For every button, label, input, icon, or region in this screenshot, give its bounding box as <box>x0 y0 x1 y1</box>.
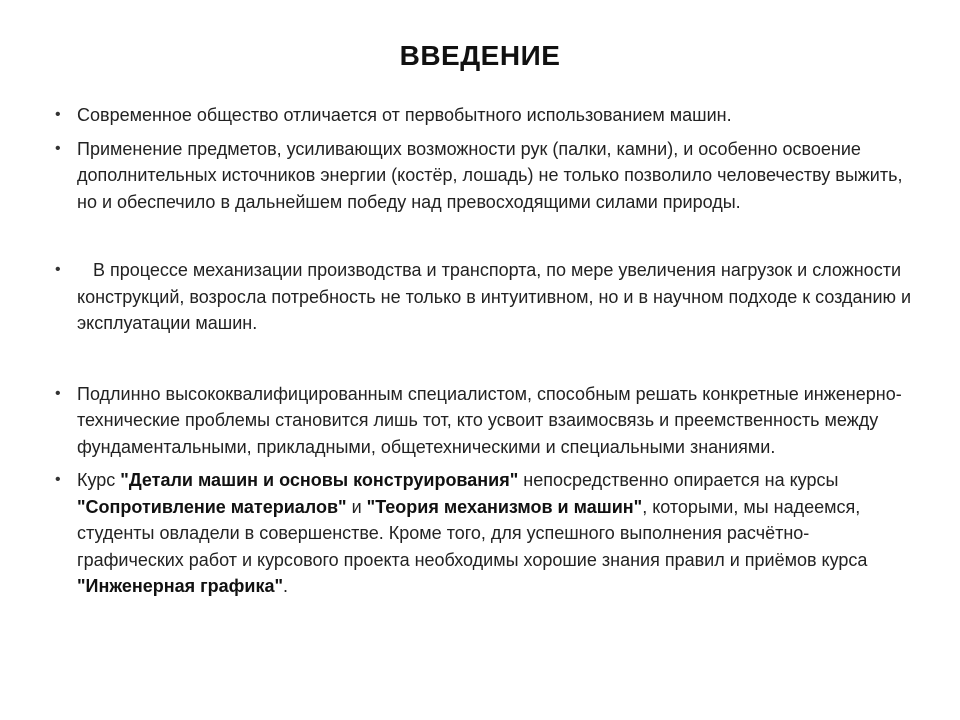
bullet-dot-icon: • <box>55 106 61 123</box>
bullet-item <box>55 381 915 461</box>
course-name-bold: "Теория механизмов и машин" <box>366 496 643 517</box>
bullet-dot-icon: • <box>55 139 61 157</box>
bullet-text-part: Курс <box>77 470 121 490</box>
slide-title: ВВЕДЕНИЕ <box>399 40 561 71</box>
course-name-bold: "Сопротивление материалов" <box>77 496 347 517</box>
course-name-bold: "Детали машин и основы конструирования" <box>120 470 519 490</box>
bullet-text-part: . <box>283 576 289 596</box>
bullet-text: В процессе механизации производства и транспорта, по мере увеличения нагрузок и сложности конструкций, возросла потребность не только в интуитивном, но и в научном подходе к созданию и эксплуатации машин. <box>77 260 912 333</box>
bullet-text: Применение предметов, усиливающих возможности рук (палки, камни), и особенно освоение дополнительных источников энергии (костёр, лошадь) не только позволило человечеству выжить, но и обеспечило в дальнейшем победу над превосходящими силами природы. <box>77 138 903 212</box>
bullet-list <box>55 102 915 600</box>
bullet-dot-icon: • <box>55 471 61 488</box>
bullet-item <box>55 102 915 129</box>
bullet-item <box>55 136 915 216</box>
bullet-text-part: и <box>346 496 367 517</box>
bullet-text: Современное общество отличается от первобытного использованием машин. <box>77 105 732 125</box>
bullet-text <box>77 470 867 596</box>
bullet-text-part: непосредственно опирается на курсы <box>518 470 839 490</box>
bullet-dot-icon: • <box>55 384 61 402</box>
bullet-item <box>55 257 915 337</box>
bullet-dot-icon: • <box>55 261 61 278</box>
course-name-bold: "Инженерная графика" <box>77 576 284 596</box>
bullet-text: Подлинно высококвалифицированным специалистом, способным решать конкретные инженерно-технические проблемы становится лишь тот, кто усвоит взаимосвязь и преемственность между фундаментальными, прикладными, общетехническими и специальными знаниями. <box>77 383 902 457</box>
bullet-item <box>55 467 915 600</box>
bullet-text-part: , которыми, мы надеемся, студенты овладели в совершенстве. Кроме того, для успешного выполнения расчётно-графических работ и курсового проекта необходимы хорошие знания правил и приёмов курса <box>77 496 868 570</box>
